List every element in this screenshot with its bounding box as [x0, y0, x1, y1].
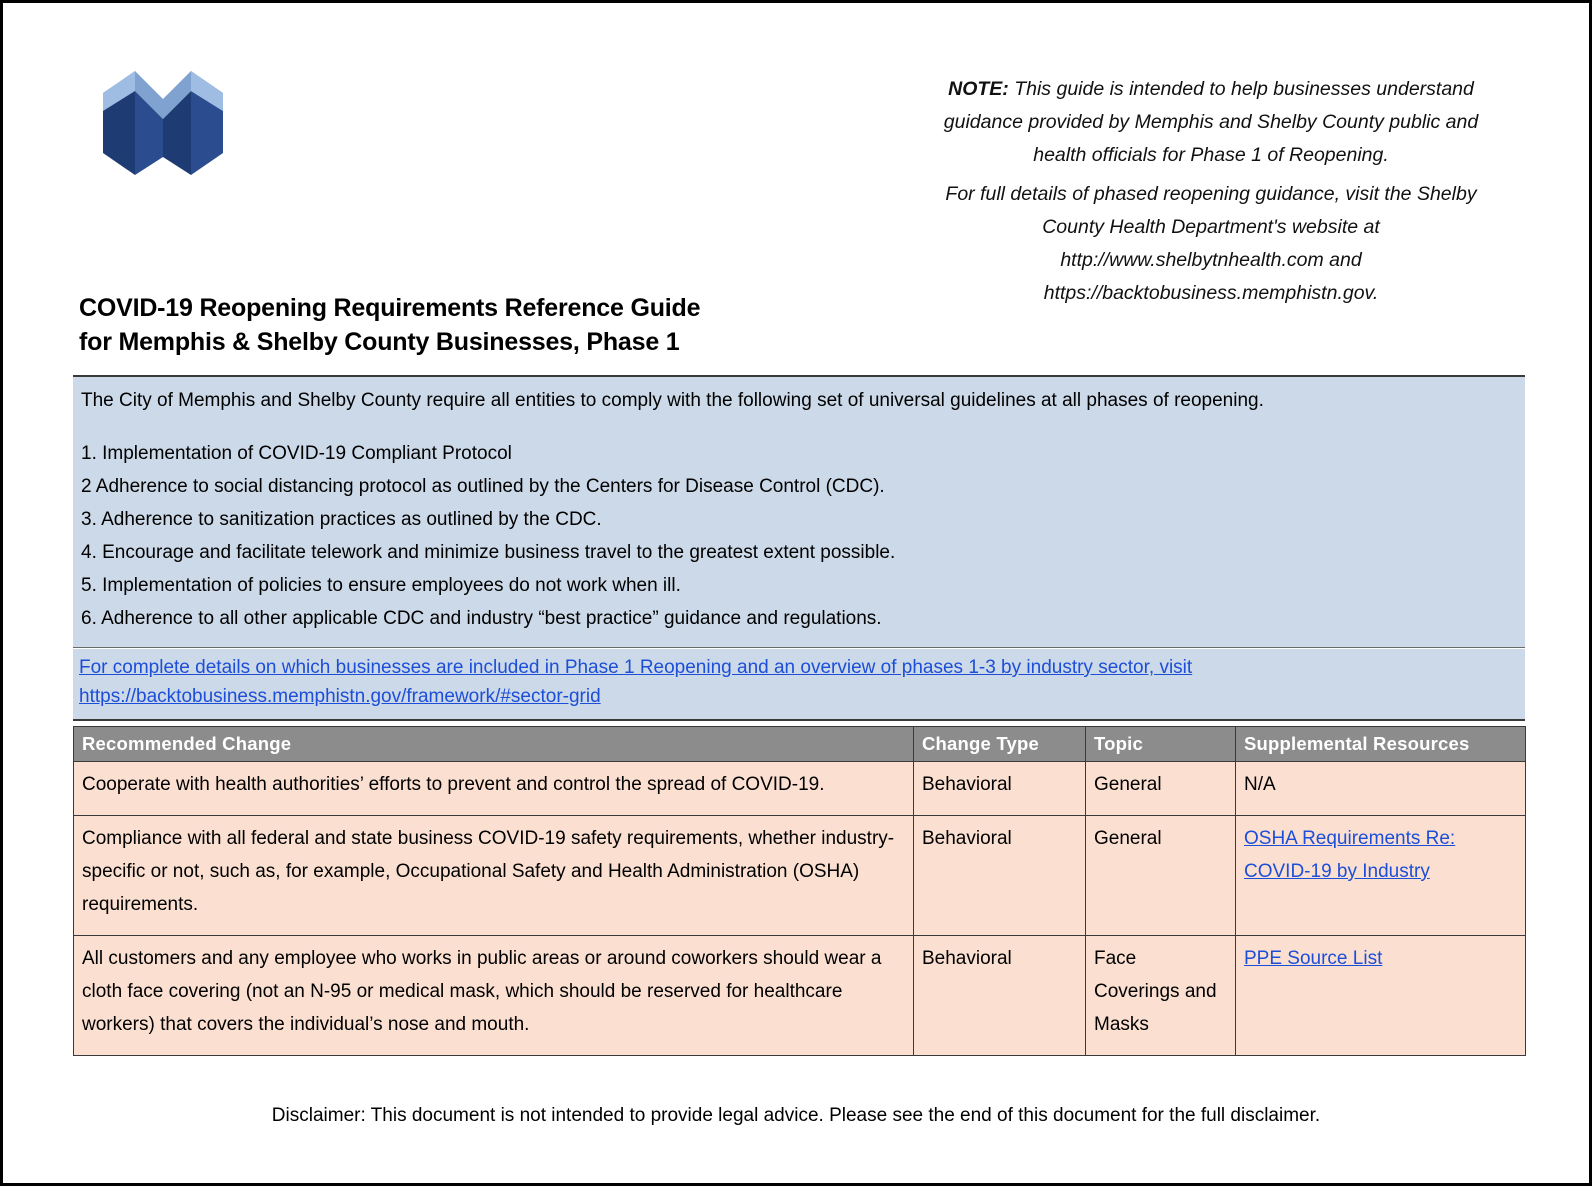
cell-topic: General — [1086, 816, 1236, 936]
ppe-source-list-link[interactable]: PPE Source List — [1244, 948, 1383, 969]
column-header-recommended-change: Recommended Change — [74, 727, 914, 762]
table-row — [74, 816, 1526, 936]
cell-supplemental-resource — [1236, 816, 1526, 936]
sector-grid-link-line-1[interactable]: For complete details on which businesses are included in Phase 1 Reopening and an overview of phases 1-3 by industry sector, visit — [79, 657, 1193, 678]
note-text-1: This guide is intended to help businesses understand guidance provided by Memphis and Shelby County public and health officials for Phase 1 of Reopening. — [943, 78, 1479, 166]
universal-intro: The City of Memphis and Shelby County require all entities to comply with the following set of universal guidelines at all phases of reopening. — [81, 390, 1264, 411]
column-header-change-type: Change Type — [914, 727, 1086, 762]
cell-change-type: Behavioral — [914, 762, 1086, 816]
cell-topic: General — [1086, 762, 1236, 816]
cell-recommended-change: Compliance with all federal and state business COVID-19 safety requirements, whether industry-specific or not, such as, for example, Occupational Safety and Health Administration (OSHA) requirements. — [74, 816, 914, 936]
cell-change-type: Behavioral — [914, 936, 1086, 1056]
osha-requirements-link[interactable]: OSHA Requirements Re: COVID-19 by Industry — [1244, 828, 1456, 882]
list-item: 6. Adherence to all other applicable CDC and industry “best practice” guidance and regulations. — [81, 608, 882, 629]
recommended-changes-table — [73, 726, 1526, 1056]
cell-supplemental-resource — [1236, 936, 1526, 1056]
document-header — [3, 3, 1589, 363]
sector-grid-link-line-2[interactable]: https://backtobusiness.memphistn.gov/framework/#sector-grid — [79, 686, 601, 707]
cell-topic: Face Coverings and Masks — [1086, 936, 1236, 1056]
note-text-2: For full details of phased reopening guidance, visit the Shelby County Health Department's website at http://www.shelbytnhealth.com and https://backtobusiness.memphistn.gov. — [945, 183, 1477, 304]
page-title-line-2: for Memphis & Shelby County Businesses, Phase 1 — [79, 328, 680, 356]
cell-recommended-change: Cooperate with health authorities’ efforts to prevent and control the spread of COVID-19. — [74, 762, 914, 816]
list-item: 4. Encourage and facilitate telework and minimize business travel to the greatest extent possible. — [81, 542, 896, 563]
column-header-supplemental-resources: Supplemental Resources — [1236, 727, 1526, 762]
list-item: 2 Adherence to social distancing protocol as outlined by the Centers for Disease Control (CDC). — [81, 476, 885, 497]
list-item: 1. Implementation of COVID-19 Compliant Protocol — [81, 443, 512, 464]
note-label: NOTE: — [948, 78, 1009, 100]
page-title-line-1: COVID-19 Reopening Requirements Reference Guide — [79, 294, 701, 322]
sector-grid-link-box — [73, 649, 1525, 721]
table-row — [74, 936, 1526, 1056]
disclaimer-text: Disclaimer: This document is not intended to provide legal advice. Please see the end of this document for the full disclaimer. — [271, 1105, 1321, 1126]
note-block — [921, 73, 1501, 310]
list-item: 3. Adherence to sanitization practices as outlined by the CDC. — [81, 509, 602, 530]
universal-guidelines-list — [79, 437, 1519, 635]
list-item: 5. Implementation of policies to ensure employees do not work when ill. — [81, 575, 681, 596]
column-header-topic: Topic — [1086, 727, 1236, 762]
page-title — [79, 291, 939, 359]
universal-guidelines-box — [73, 375, 1525, 648]
cell-recommended-change: All customers and any employee who works in public areas or around coworkers should wear a cloth face covering (not an N-95 or medical mask, which should be reserved for healthcare workers) that covers the individual’s nose and mouth. — [74, 936, 914, 1056]
cell-change-type: Behavioral — [914, 816, 1086, 936]
table-header-row — [74, 727, 1526, 762]
table-row — [74, 762, 1526, 816]
cell-supplemental-resource: N/A — [1236, 762, 1526, 816]
memphis-m-logo — [83, 53, 243, 183]
